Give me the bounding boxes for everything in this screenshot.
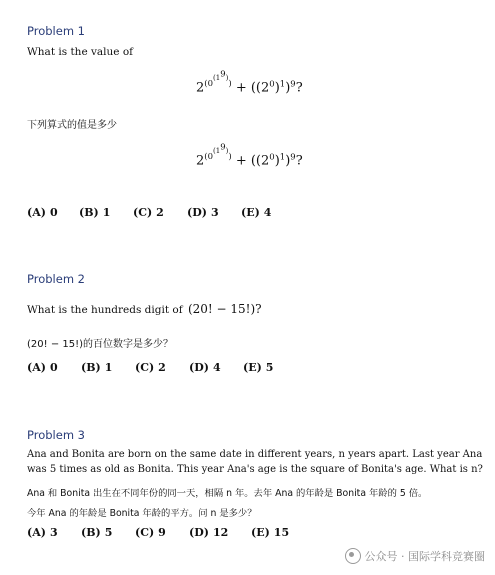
choice-e[interactable]: (E) 4 <box>241 206 272 219</box>
problem-1-choices <box>27 206 291 219</box>
choice-a[interactable]: (A) 3 <box>27 526 58 539</box>
problem-3-line-2: was 5 times as old as Bonita. This year Ana's age is the square of Bonita's age. What is n? <box>27 464 483 475</box>
choice-b[interactable]: (B) 1 <box>79 206 111 219</box>
watermark <box>345 548 486 564</box>
choice-d[interactable]: (D) 3 <box>187 206 219 219</box>
problem-1-expression-zh: $2^{(0^{(1^9)})} + ((2^0)^1)^9$? <box>196 143 303 169</box>
problem-3-heading: Problem 3 <box>27 428 85 442</box>
problem-1-heading: Problem 1 <box>27 24 85 38</box>
wechat-icon <box>345 548 361 564</box>
choice-a[interactable]: (A) 0 <box>27 361 58 374</box>
problem-2-heading: Problem 2 <box>27 272 85 286</box>
problem-2-question-en: What is the hundreds digit of <box>27 304 183 316</box>
choice-e[interactable]: (E) 15 <box>251 526 290 539</box>
problem-3-line-1: Ana and Bonita are born on the same date in different years, n years apart. Last year Ana <box>27 449 483 460</box>
choice-b[interactable]: (B) 5 <box>81 526 113 539</box>
problem-1-question-zh: 下列算式的值是多少 <box>27 120 117 131</box>
choice-a[interactable]: (A) 0 <box>27 206 58 219</box>
problem-3-line-4-zh: 今年 Ana 的年龄是 Bonita 年龄的平方。问 n 是多少？ <box>27 508 257 519</box>
choice-b[interactable]: (B) 1 <box>81 361 113 374</box>
choice-c[interactable]: (C) 2 <box>133 206 164 219</box>
problem-2-expression: (20! − 15!)? <box>187 302 262 316</box>
problem-2-question-zh: (20! − 15!)的百位数字是多少？ <box>27 339 174 350</box>
choice-d[interactable]: (D) 12 <box>189 526 229 539</box>
choice-c[interactable]: (C) 2 <box>135 361 166 374</box>
watermark-text: 公众号 · 国际学科竞赛圈 <box>364 550 485 563</box>
choice-e[interactable]: (E) 5 <box>243 361 274 374</box>
problem-1-expression: $2^{(0^{(1^9)})} + ((2^0)^1)^9$? <box>196 70 303 96</box>
problem-1-question-en: What is the value of <box>27 46 134 58</box>
problem-2-choices <box>27 361 293 374</box>
problem-2-question-en-line <box>27 302 262 316</box>
choice-c[interactable]: (C) 9 <box>135 526 166 539</box>
problem-3-choices <box>27 526 305 539</box>
problem-3-line-3-zh: Ana 和 Bonita 出生在不同年份的同一天，相隔 n 年。去年 Ana 的年龄是 Bonita 年龄的 5 倍。 <box>27 488 428 499</box>
choice-d[interactable]: (D) 4 <box>189 361 221 374</box>
